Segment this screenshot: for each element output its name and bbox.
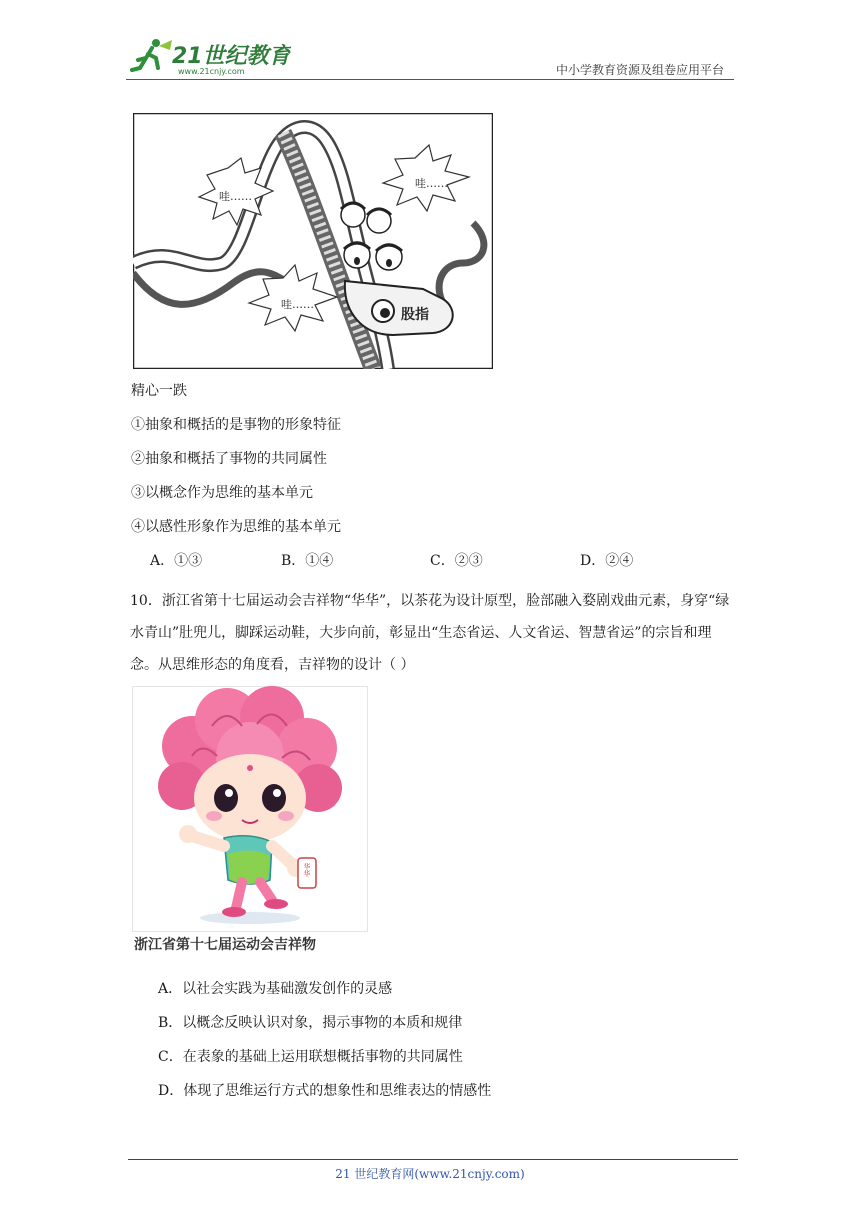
runner-icon: [132, 39, 172, 70]
choice-a[interactable]: A．①③: [150, 553, 203, 569]
figure-caption: 精心一跌: [131, 383, 187, 399]
footer-divider: [128, 1159, 738, 1160]
svg-text:华华: 华华: [303, 863, 311, 877]
option-a[interactable]: A．以社会实践为基础激发创作的灵感: [158, 981, 393, 997]
question-10-stem: 10．浙江省第十七届运动会吉祥物“华华”，以茶花为设计原型，脸部融入婺剧戏曲元素，身穿“绿水青山”肚兜儿，脚踩运动鞋，大步向前，彰显出“生态省运、人文省运、智慧省运”的宗旨和理念。从思维形态的角度看，吉祥物的设计（ ）: [130, 593, 730, 673]
choice-d[interactable]: D．②④: [580, 553, 634, 569]
statement-3: ③以概念作为思维的基本单元: [131, 485, 313, 501]
site-logo: [126, 36, 291, 78]
seal-stamp: [298, 858, 316, 888]
statement-2: ②抽象和概括了事物的共同属性: [131, 451, 327, 467]
bubble-text-3: 哇……: [281, 298, 314, 311]
mascot-caption: 浙江省第十七届运动会吉祥物: [134, 937, 316, 953]
stock-rollercoaster-cartoon: [133, 113, 493, 369]
option-d[interactable]: D．体现了思维运行方式的想象性和思维表达的情感性: [158, 1083, 492, 1099]
bubble-text-2: 哇……: [415, 177, 448, 190]
car-label: 股指: [401, 307, 429, 323]
choices-row: [0, 551, 860, 571]
header-divider: [126, 79, 734, 80]
option-b[interactable]: B．以概念反映认识对象，揭示事物的本质和规律: [158, 1015, 463, 1031]
mascot-figure: [132, 686, 368, 954]
choice-c[interactable]: C．②③: [430, 553, 483, 569]
statement-4: ④以感性形象作为思维的基本单元: [131, 519, 341, 535]
statement-1: ①抽象和概括的是事物的形象特征: [131, 417, 341, 433]
logo-url: www.21cnjy.com: [178, 67, 245, 76]
bubble-text-1: 哇……: [219, 190, 252, 203]
header-tagline: 中小学教育资源及组卷应用平台: [555, 63, 724, 77]
left-eye: [214, 784, 238, 812]
right-eye: [262, 784, 286, 812]
choice-b[interactable]: B．①④: [281, 553, 334, 569]
option-c[interactable]: C．在表象的基础上运用联想概括事物的共同属性: [158, 1049, 463, 1065]
footer-text[interactable]: 21 世纪教育网(www.21cnjy.com): [335, 1167, 525, 1181]
logo-text: 21世纪教育: [172, 44, 291, 69]
